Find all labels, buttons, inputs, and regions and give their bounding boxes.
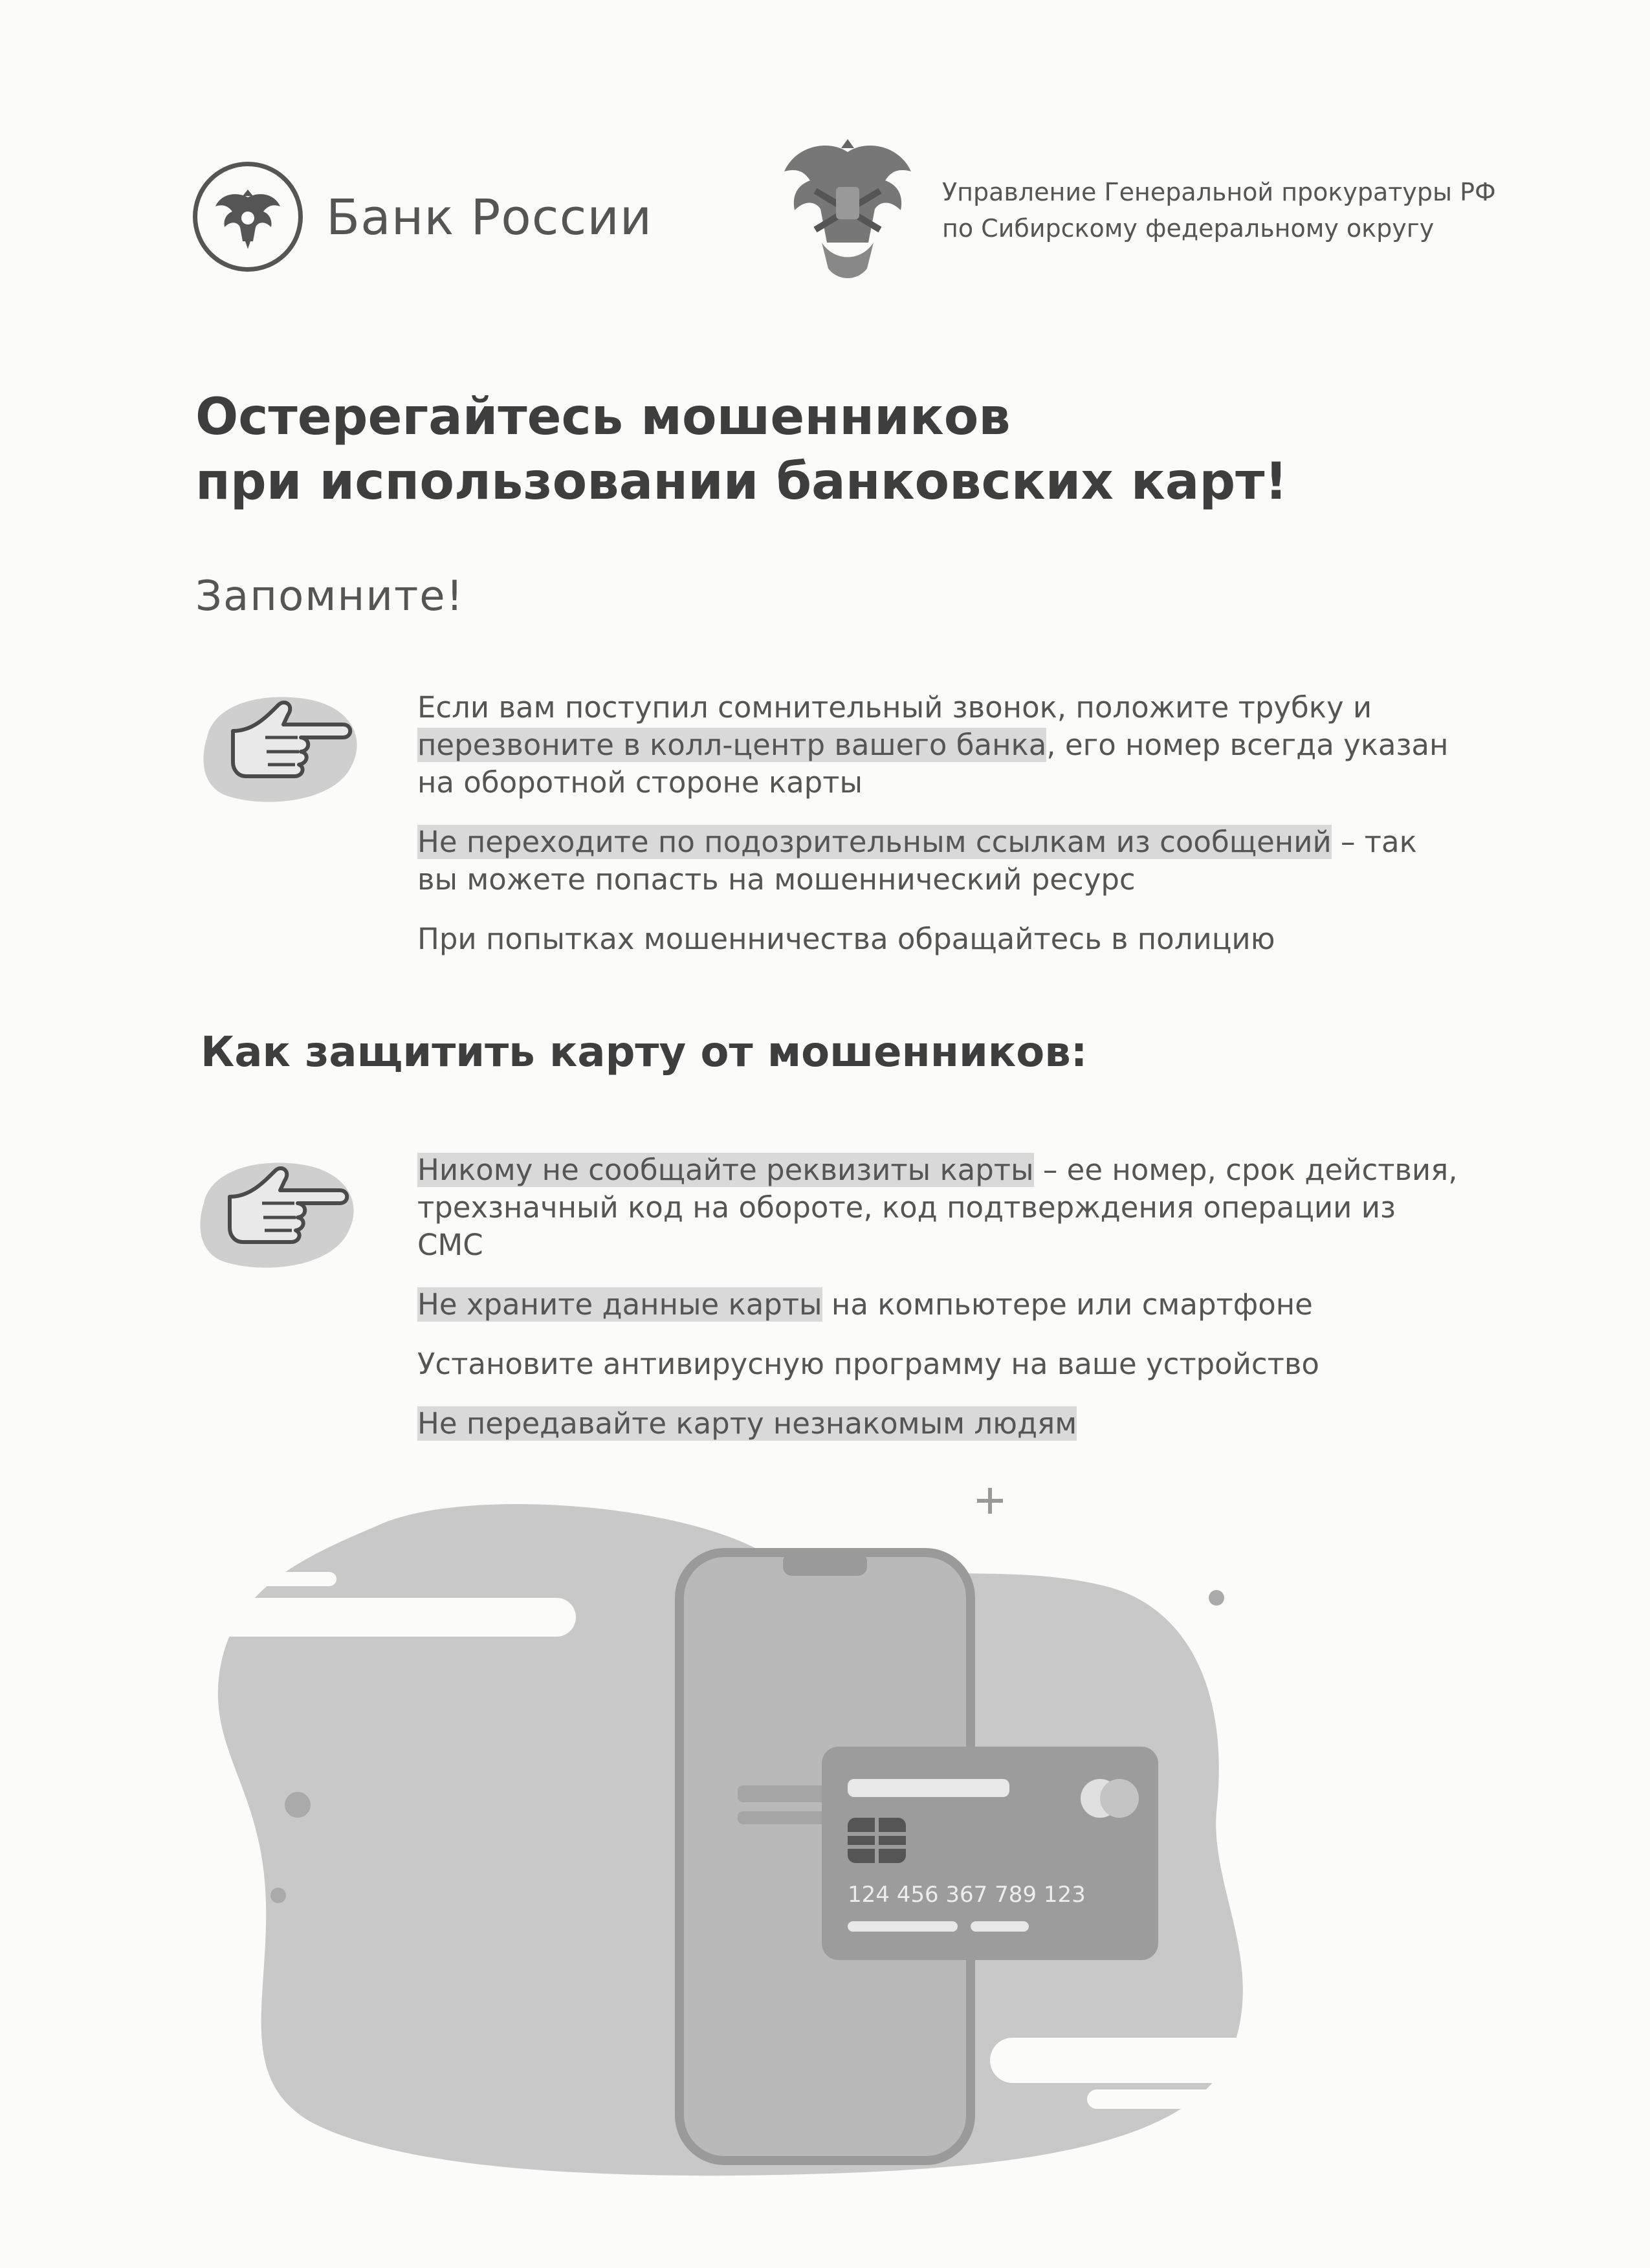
double-headed-eagle-icon xyxy=(193,162,303,272)
bank-of-russia-logo xyxy=(193,162,652,272)
speed-line xyxy=(188,1598,576,1637)
page-title-line1: Остерегайтесь мошенников xyxy=(195,388,1011,446)
tip-text: – так вы можете попасть на мошеннический ресурс xyxy=(417,825,1417,897)
protect-card-heading: Как защитить карту от мошенников: xyxy=(201,1029,1088,1076)
phone-and-card-illustration xyxy=(181,1475,1346,2186)
protect-tip-2 xyxy=(417,1286,1466,1324)
tip-highlight: Не передавайте карту незнакомым людям xyxy=(417,1406,1077,1441)
card-number: 124 456 367 789 123 xyxy=(848,1882,1086,1908)
tip-text: на компьютере или смартфоне xyxy=(822,1287,1313,1322)
tip-text: Установите антивирусную программу на ваше устройство xyxy=(417,1347,1319,1381)
remember-tip-1 xyxy=(417,689,1466,801)
tip-highlight: перезвоните в колл-центр вашего банка xyxy=(417,728,1047,762)
page-title-line2: при использовании банковских карт! xyxy=(195,453,1288,511)
tip-text: , его номер всегда указан на оборотной стороне карты xyxy=(417,728,1449,800)
bank-card-icon xyxy=(822,1747,1158,1960)
prosecutor-name-line2: по Сибирскому федеральному округу xyxy=(942,214,1435,243)
tip-highlight: Не переходите по подозрительным ссылкам из сообщений xyxy=(417,825,1332,859)
card-chip-icon xyxy=(848,1818,906,1863)
protect-tips-list xyxy=(417,1151,1466,1465)
protect-tip-1 xyxy=(417,1151,1466,1264)
speed-line xyxy=(1087,2089,1281,2109)
protect-tip-3 xyxy=(417,1346,1466,1383)
remember-tip-3 xyxy=(417,921,1466,958)
protect-tip-4 xyxy=(417,1405,1466,1443)
tip-text: При попытках мошенничества обращайтесь в полицию xyxy=(417,922,1275,956)
remember-tip-2 xyxy=(417,823,1466,899)
remember-heading: Запомните! xyxy=(195,572,465,620)
decor-dot xyxy=(285,1792,311,1818)
tip-highlight: Никому не сообщайте реквизиты карты xyxy=(417,1153,1034,1187)
tip-text: Если вам поступил сомнительный звонок, положите трубку и xyxy=(417,690,1372,725)
decor-dot xyxy=(270,1888,286,1903)
prosecutor-office-name xyxy=(942,174,1496,246)
page-title xyxy=(195,385,1490,514)
prosecutor-office-logo xyxy=(776,133,1496,288)
prosecutor-eagle-emblem-icon xyxy=(776,133,919,288)
tip-text: – ее номер, срок действия, трехзначный код на обороте, код подтверждения операции из СМС xyxy=(417,1153,1458,1262)
tip-highlight: Не храните данные карты xyxy=(417,1287,822,1322)
pointing-hand-icon xyxy=(184,1145,372,1277)
speed-line xyxy=(207,1572,336,1586)
pointing-hand-icon xyxy=(188,679,375,811)
remember-tips-list xyxy=(417,689,1466,980)
bank-name: Банк России xyxy=(326,188,653,246)
decor-dot xyxy=(1209,1590,1224,1606)
speed-line xyxy=(990,2038,1346,2083)
prosecutor-name-line1: Управление Генеральной прокуратуры РФ xyxy=(942,178,1496,206)
